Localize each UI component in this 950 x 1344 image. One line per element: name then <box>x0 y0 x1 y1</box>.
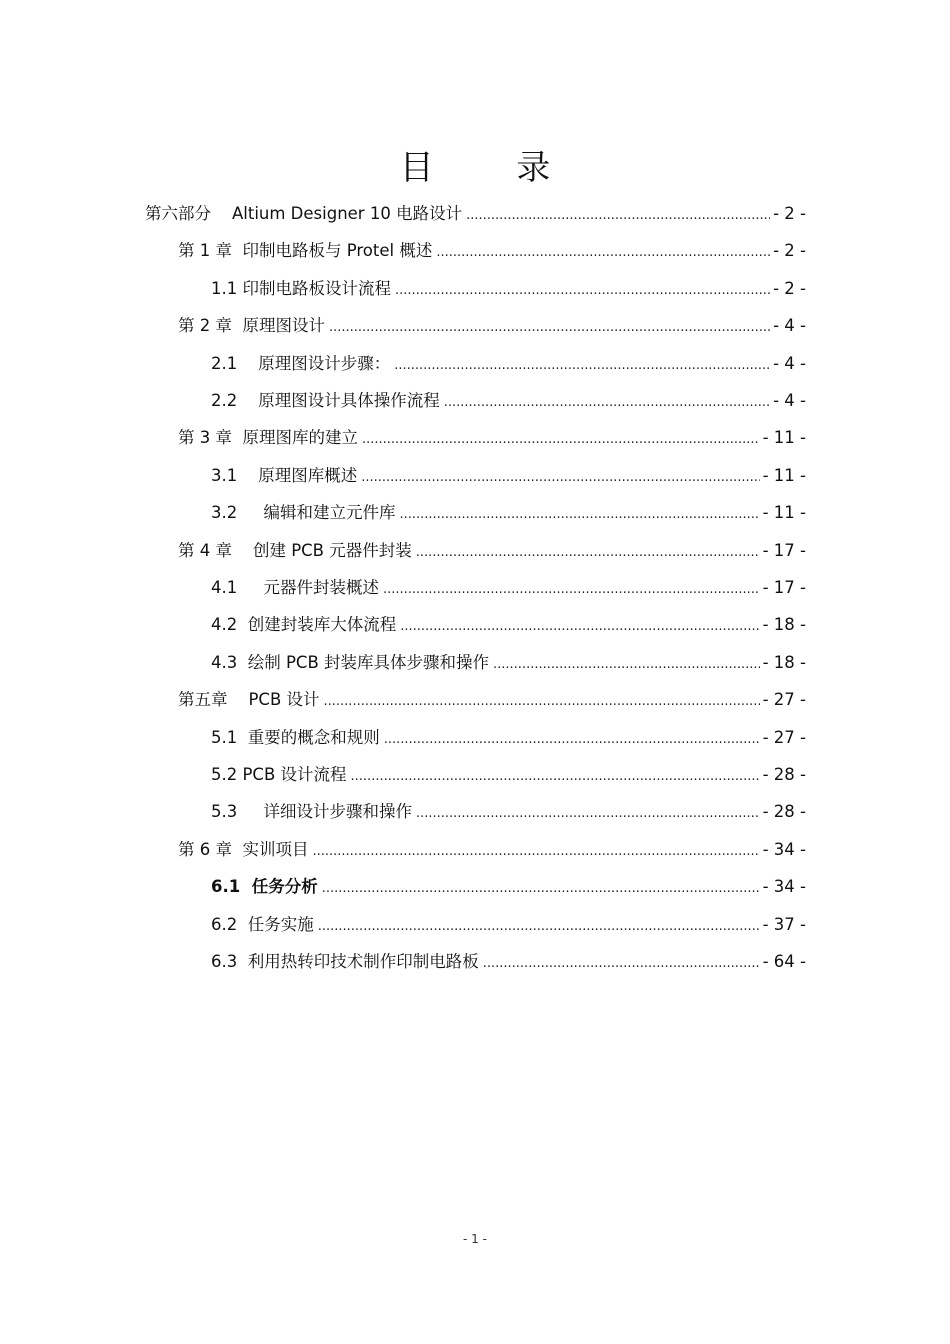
toc-dot-leader <box>351 764 760 790</box>
toc-entry-page-number: - 18 - <box>762 653 806 672</box>
toc-entry-title: 第六部分 Altium Designer 10 电路设计 <box>145 204 463 223</box>
toc-entry-page-number: - 28 - <box>762 765 806 784</box>
toc-entry-page-number: - 18 - <box>762 615 806 634</box>
toc-entry[interactable] <box>211 799 806 825</box>
toc-dot-leader <box>399 502 759 528</box>
toc-entry-page-number: - 11 - <box>762 503 806 522</box>
toc-entry[interactable] <box>178 238 806 264</box>
toc-entry-page-number: - 11 - <box>762 428 806 447</box>
toc-entry-title: 6.2 任务实施 <box>211 915 314 934</box>
toc-entry-page-number: - 4 - <box>773 354 806 373</box>
toc-entry-title: 第 1 章 印制电路板与 Protel 概述 <box>178 241 433 260</box>
toc-dot-leader <box>444 390 770 416</box>
toc-entry[interactable] <box>211 912 806 938</box>
toc-entry[interactable] <box>211 612 806 638</box>
toc-entry-page-number: - 27 - <box>762 728 806 747</box>
toc-entry[interactable] <box>211 575 806 601</box>
toc-entry-title: 4.3 绘制 PCB 封装库具体步骤和操作 <box>211 653 490 672</box>
toc-dot-leader <box>394 353 770 379</box>
toc-heading: 目 录 <box>399 148 587 188</box>
toc-dot-leader <box>322 876 760 902</box>
toc-dot-leader <box>384 727 760 753</box>
toc-entry[interactable] <box>211 351 806 377</box>
toc-dot-leader <box>466 203 770 229</box>
toc-entry-page-number: - 34 - <box>762 877 806 896</box>
toc-entry[interactable] <box>211 500 806 526</box>
toc-entry[interactable] <box>145 201 806 227</box>
toc-entry-title: 3.1 原理图库概述 <box>211 466 358 485</box>
toc-dot-leader <box>416 540 760 566</box>
toc-entry-title: 第 4 章 创建 PCB 元器件封装 <box>178 541 412 560</box>
toc-entry[interactable] <box>178 837 806 863</box>
toc-dot-leader <box>436 240 770 266</box>
toc-dot-leader <box>324 689 760 715</box>
toc-entry[interactable] <box>211 725 806 751</box>
toc-entry-title: 1.1 印制电路板设计流程 <box>211 279 391 298</box>
toc-entry[interactable] <box>178 538 806 564</box>
toc-entry-title: 6.3 利用热转印技术制作印制电路板 <box>211 952 479 971</box>
toc-entry-page-number: - 17 - <box>762 578 806 597</box>
toc-entry-page-number: - 2 - <box>773 241 806 260</box>
toc-entry[interactable] <box>211 463 806 489</box>
toc-entry-title: 第 3 章 原理图库的建立 <box>178 428 358 447</box>
toc-entry[interactable] <box>211 650 806 676</box>
toc-entry-page-number: - 17 - <box>762 541 806 560</box>
toc-dot-leader <box>362 427 760 453</box>
toc-entry-title: 4.1 元器件封装概述 <box>211 578 379 597</box>
toc-entry-title: 5.3 详细设计步骤和操作 <box>211 802 412 821</box>
toc-entry-title: 第五章 PCB 设计 <box>178 690 320 709</box>
page-number-footer: - 1 - <box>463 1232 487 1246</box>
toc-entry-title: 5.1 重要的概念和规则 <box>211 728 380 747</box>
toc-entry-title: 第 2 章 原理图设计 <box>178 316 325 335</box>
toc-dot-leader <box>383 577 760 603</box>
toc-entry-title: 6.1 任务分析 <box>211 877 318 896</box>
toc-entry[interactable] <box>211 388 806 414</box>
toc-dot-leader <box>416 801 760 827</box>
toc-dot-leader <box>400 614 759 640</box>
toc-entry[interactable] <box>178 313 806 339</box>
toc-entry[interactable] <box>211 874 806 900</box>
toc-entry-page-number: - 64 - <box>762 952 806 971</box>
toc-entry[interactable] <box>211 276 806 302</box>
toc-entry-page-number: - 11 - <box>762 466 806 485</box>
toc-entry-page-number: - 37 - <box>762 915 806 934</box>
toc-entry-page-number: - 4 - <box>773 316 806 335</box>
toc-dot-leader <box>493 652 760 678</box>
toc-entry-title: 3.2 编辑和建立元件库 <box>211 503 396 522</box>
toc-dot-leader <box>395 278 770 304</box>
toc-dot-leader <box>361 465 759 491</box>
toc-dot-leader <box>318 914 760 940</box>
toc-dot-leader <box>312 839 759 865</box>
toc-entry-page-number: - 4 - <box>773 391 806 410</box>
toc-entry[interactable] <box>178 687 806 713</box>
toc-entry[interactable] <box>178 425 806 451</box>
toc-entry-title: 2.1 原理图设计步骤： <box>211 354 391 373</box>
toc-entry[interactable] <box>211 949 806 975</box>
toc-dot-leader <box>329 315 770 341</box>
toc-entry-page-number: - 28 - <box>762 802 806 821</box>
toc-entry-page-number: - 2 - <box>773 204 806 223</box>
toc-entry-title: 第 6 章 实训项目 <box>178 840 309 859</box>
toc-entry[interactable] <box>211 762 806 788</box>
toc-entry-title: 4.2 创建封装库大体流程 <box>211 615 397 634</box>
toc-entry-title: 2.2 原理图设计具体操作流程 <box>211 391 440 410</box>
toc-entry-page-number: - 27 - <box>762 690 806 709</box>
toc-dot-leader <box>483 951 760 977</box>
toc-entry-page-number: - 2 - <box>773 279 806 298</box>
toc-entry-page-number: - 34 - <box>762 840 806 859</box>
toc-entry-title: 5.2 PCB 设计流程 <box>211 765 347 784</box>
